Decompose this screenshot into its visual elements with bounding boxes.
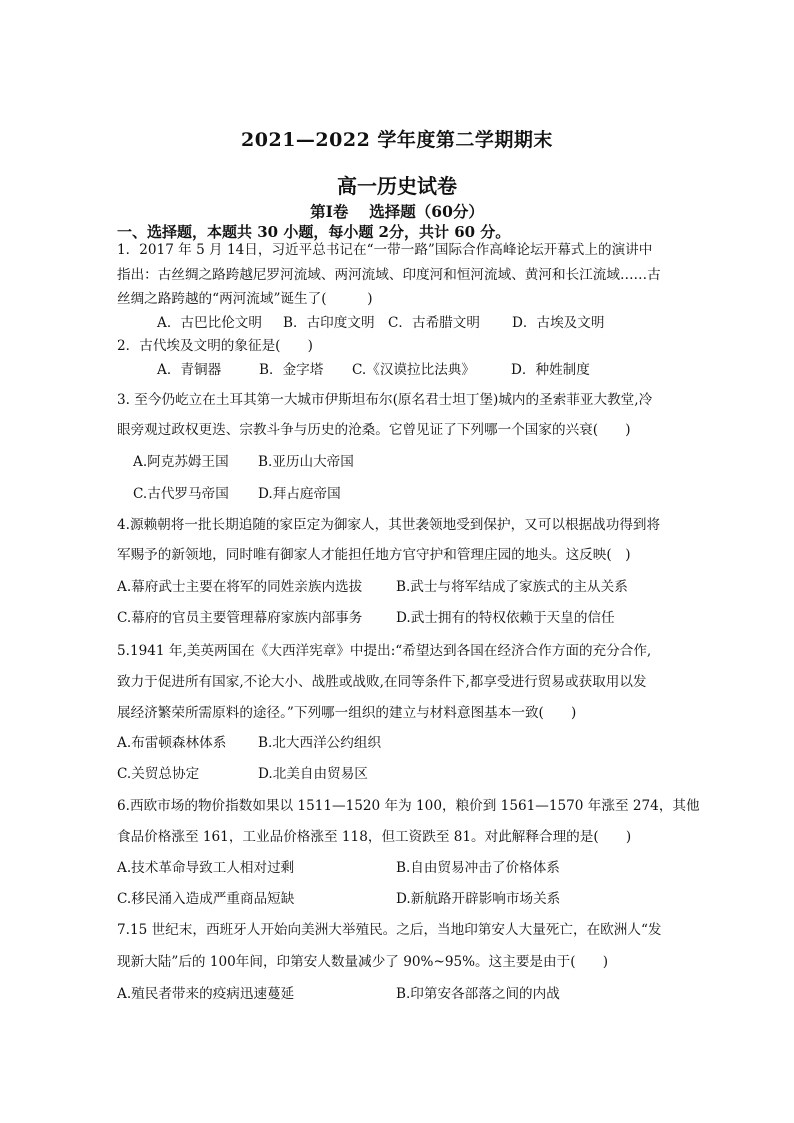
question-7-line-2: 现新大陆”后的 100年间，印第安人数量减少了 90%~95%。这主要是由于( ): [117, 954, 608, 970]
question-5-line-1: 5.1941 年,美英两国在《大西洋宪章》中提出:“希望达到各国在经济合作方面的充分合作,: [117, 643, 652, 659]
question-5-option-b: B.北大西洋公约组织: [258, 735, 382, 751]
question-1-option-b: B．古印度文明: [283, 315, 375, 331]
question-4-line-2: 军赐予的新领地，同时唯有御家人才能担任地方官守护和管理庄园的地头。这反映( ): [117, 547, 631, 563]
question-7-option-a: A.殖民者带来的疫病迅速蔓延: [117, 986, 295, 1002]
question-7-line-1: 7.15 世纪末，西班牙人开始向美洲大举殖民。之后，当地印第安人大量死亡，在欧洲人“发: [117, 922, 662, 938]
question-1-option-c: C．古希腊文明: [388, 315, 480, 331]
question-2-option-a: A．青铜器: [157, 362, 222, 378]
question-6-line-2: 食品价格涨至 161，工业品价格涨至 118，但工资跌至 81。对此解释合理的是( ): [117, 829, 632, 845]
question-6-line-1: 6.西欧市场的物价指数如果以 1511—1520 年为 100，粮价到 1561—1570 年涨至 274，其他: [117, 798, 700, 814]
exam-subtitle: 高一历史试卷: [337, 174, 457, 198]
question-4-option-c: C.幕府的官员主要管理幕府家族内部事务: [117, 610, 363, 626]
question-3-option-c: C.古代罗马帝国: [133, 486, 229, 502]
question-4-option-a: A.幕府武士主要在将军的同姓亲族内选拔: [117, 579, 363, 595]
question-3-option-b: B.亚历山大帝国: [258, 454, 354, 470]
question-4-option-d: D.武士拥有的特权依赖于天皇的信任: [396, 610, 615, 626]
question-5-option-a: A.布雷顿森林体系: [117, 735, 227, 751]
question-1-option-d: D．古埃及文明: [512, 315, 605, 331]
question-3-option-a: A.阿克苏姆王国: [133, 454, 229, 470]
question-1-line-3: 丝绸之路跨越的“两河流域”诞生了( ): [117, 291, 373, 307]
question-2-option-d: D．种姓制度: [511, 362, 590, 378]
question-1-line-1: 1．2017 年 5 月 14日，习近平总书记在“一带一路”国际合作高峰论坛开幕式上的演讲中: [117, 242, 653, 258]
part-heading: 第Ⅰ卷 选择题（60分）: [310, 202, 484, 221]
question-4-line-1: 4.源赖朝将一批长期追随的家臣定为御家人，其世袭领地受到保护，又可以根据战功得到将: [117, 517, 661, 533]
question-6-option-c: C.移民涌入造成严重商品短缺: [117, 891, 295, 907]
question-3-line-1: 3. 至今仍屹立在土耳其第一大城市伊斯坦布尔(原名君士坦丁堡)城内的圣索菲亚大教堂,冷: [117, 392, 653, 408]
section-heading: 一、选择题，本题共 30 小题，每小题 2分，共计 60 分。: [117, 223, 511, 241]
question-7-option-b: B.印第安各部落之间的内战: [396, 986, 560, 1002]
question-5-option-d: D.北美自由贸易区: [258, 766, 368, 782]
question-5-line-2: 致力于促进所有国家,不论大小、战胜或战败,在同等条件下,都享受进行贸易或获取用以发: [117, 674, 647, 690]
question-4-option-b: B.武士与将军结成了家族式的主从关系: [396, 579, 628, 595]
question-6-option-b: B.自由贸易冲击了价格体系: [396, 860, 560, 876]
question-5-line-3: 展经济繁荣所需原料的途径。”下列哪一组织的建立与材料意图基本一致( ): [117, 705, 577, 721]
question-6-option-d: D.新航路开辟影响市场关系: [396, 891, 561, 907]
question-1-line-2: 指出：古丝绸之路跨越尼罗河流域、两河流域、印度河和恒河流域、黄河和长江流域……古: [117, 267, 661, 283]
question-2-option-b: B．金字塔: [259, 362, 324, 378]
question-1-option-a: A．古巴比伦文明: [157, 315, 262, 331]
question-2-option-c: C.《汉谟拉比法典》: [352, 362, 475, 378]
question-3-option-d: D.拜占庭帝国: [258, 486, 341, 502]
question-3-line-2: 眼旁观过政权更迭、宗教斗争与历史的沧桑。它曾见证了下列哪一个国家的兴衰( ): [117, 422, 631, 438]
question-6-option-a: A.技术革命导致工人相对过剩: [117, 860, 295, 876]
question-2-line-1: 2．古代埃及文明的象征是( ): [117, 338, 313, 354]
exam-title: 2021—2022 学年度第二学期期末: [241, 129, 553, 151]
question-5-option-c: C.关贸总协定: [117, 766, 200, 782]
